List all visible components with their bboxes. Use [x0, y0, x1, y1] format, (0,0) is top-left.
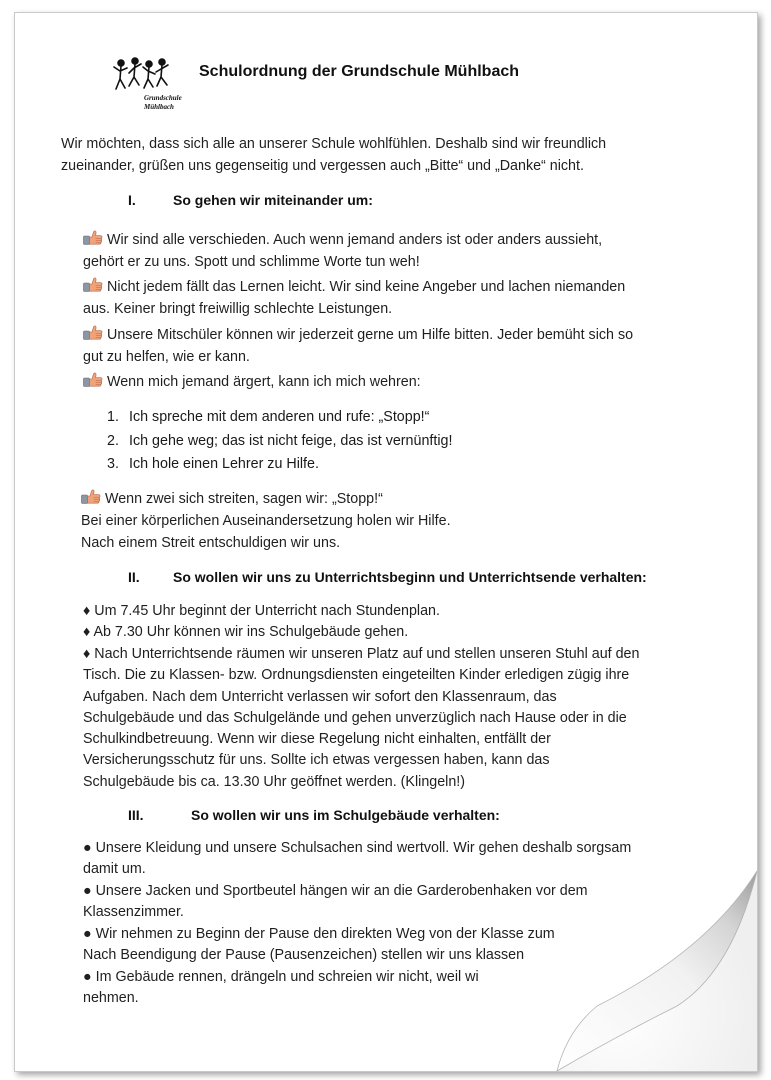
rule-bullet-5: Wenn zwei sich streiten, sagen wir: „Stopp!“: [81, 489, 383, 511]
section-2-line: Aufgaben. Nach dem Unterricht verlassen wir sofort den Klassenraum, das: [83, 689, 557, 705]
thumbs-up-icon: [83, 230, 103, 245]
section-3-line: Nach Beendigung der Pause (Pausenzeichen) stellen wir uns klassen: [83, 947, 525, 963]
section-3-line: ● Unsere Kleidung und unsere Schulsachen sind wertvoll. Wir gehen deshalb sorgsam: [83, 840, 632, 856]
list-item: 3. Ich hole einen Lehrer zu Hilfe.: [107, 456, 319, 472]
rule-bullet-2-cont: aus. Keiner bringt freiwillig schlechte Leistungen.: [83, 301, 393, 317]
section-3-line: damit um.: [83, 861, 146, 877]
section-3-line: Klassenzimmer.: [83, 904, 184, 920]
section-2-line: Tisch. Die zu Klassen- bzw. Ordnungsdiensten eingeteilten Kinder erledigen zügig ihre: [83, 667, 630, 683]
list-item: 2. Ich gehe weg; das ist nicht feige, das ist vernünftig!: [107, 432, 453, 449]
section-2-number: II.: [128, 569, 140, 585]
thumbs-up-icon: [83, 325, 103, 340]
svg-text:Grundschule: Grundschule: [144, 94, 182, 102]
rule-bullet-2: Nicht jedem fällt das Lernen leicht. Wir sind keine Angeber und lachen niemanden: [83, 277, 625, 299]
section-3-title: So wollen wir uns im Schulgebäude verhalten:: [191, 807, 500, 823]
list-item: 1. Ich spreche mit dem anderen und rufe: „Stopp!“: [107, 409, 430, 425]
intro-line-2: zueinander, grüßen uns gegenseitig und vergessen auch „Bitte“ und „Danke“ nicht.: [61, 158, 584, 174]
page-curl-decoration: [557, 831, 757, 1071]
section-1-number: I.: [128, 192, 136, 208]
section-1-heading: [128, 192, 373, 208]
section-2-line: ♦ Um 7.45 Uhr beginnt der Unterricht nach Stundenplan.: [83, 603, 440, 619]
school-logo-icon: [111, 55, 182, 113]
section-3-line: nehmen.: [83, 990, 139, 1006]
thumbs-up-icon: [81, 489, 101, 504]
section-2-heading: [128, 569, 647, 585]
section-2-line: Versicherungsschutz für uns. Sollte ich etwas vergessen haben, kann das: [83, 752, 550, 768]
section-2-line: Schulkindbetreuung. Wenn wir diese Regelung nicht einhalten, entfällt der: [83, 731, 551, 747]
section-2-title: So wollen wir uns zu Unterrichtsbeginn und Unterrichtsende verhalten:: [173, 569, 647, 585]
rule-bullet-1-cont: gehört er zu uns. Spott und schlimme Worte tun weh!: [83, 254, 420, 270]
section-2-line: Schulgebäude bis ca. 13.30 Uhr geöffnet werden. (Klingeln!): [83, 774, 466, 790]
school-logo: [111, 55, 182, 113]
section-3-line: ● Unsere Jacken und Sportbeutel hängen wir an die Garderobenhaken vor dem: [83, 883, 588, 899]
defense-steps-list: [107, 406, 452, 477]
svg-text:Mühlbach: Mühlbach: [144, 103, 174, 111]
thumbs-up-icon: [83, 277, 103, 292]
section-3-heading: [128, 807, 500, 823]
closing-line-2: Bei einer körperlichen Auseinandersetzung holen wir Hilfe.: [81, 513, 451, 529]
section-2-line: ♦ Ab 7.30 Uhr können wir ins Schulgebäude gehen.: [83, 624, 409, 640]
thumbs-up-icon: [83, 372, 103, 387]
rule-bullet-1: Wir sind alle verschieden. Auch wenn jemand anders ist oder anders aussieht,: [83, 230, 602, 252]
page-title: Schulordnung der Grundschule Mühlbach: [199, 63, 520, 80]
rule-bullet-3-cont: gut zu helfen, wie er kann.: [83, 349, 250, 365]
section-3-line: ● Wir nehmen zu Beginn der Pause den direkten Weg von der Klasse zum: [83, 926, 555, 942]
rule-bullet-3: Unsere Mitschüler können wir jederzeit gerne um Hilfe bitten. Jeder bemüht sich so: [83, 325, 633, 347]
section-3-number: III.: [128, 807, 144, 823]
section-2-line: Schulgebäude und das Schulgelände und gehen unverzüglich nach Hause oder in die: [83, 710, 627, 726]
section-2-line: ♦ Nach Unterrichtsende räumen wir unseren Platz auf und stellen unseren Stuhl auf den: [83, 646, 640, 662]
closing-line-3: Nach einem Streit entschuldigen wir uns.: [81, 535, 341, 551]
rule-bullet-4: Wenn mich jemand ärgert, kann ich mich wehren:: [83, 372, 421, 394]
intro-line-1: Wir möchten, dass sich alle an unserer Schule wohlfühlen. Deshalb sind wir freundlich: [61, 136, 607, 152]
document-page: [14, 12, 758, 1072]
section-3-line: ● Im Gebäude rennen, drängeln und schreien wir nicht, weil wi: [83, 969, 479, 985]
section-1-title: So gehen wir miteinander um:: [173, 192, 373, 208]
